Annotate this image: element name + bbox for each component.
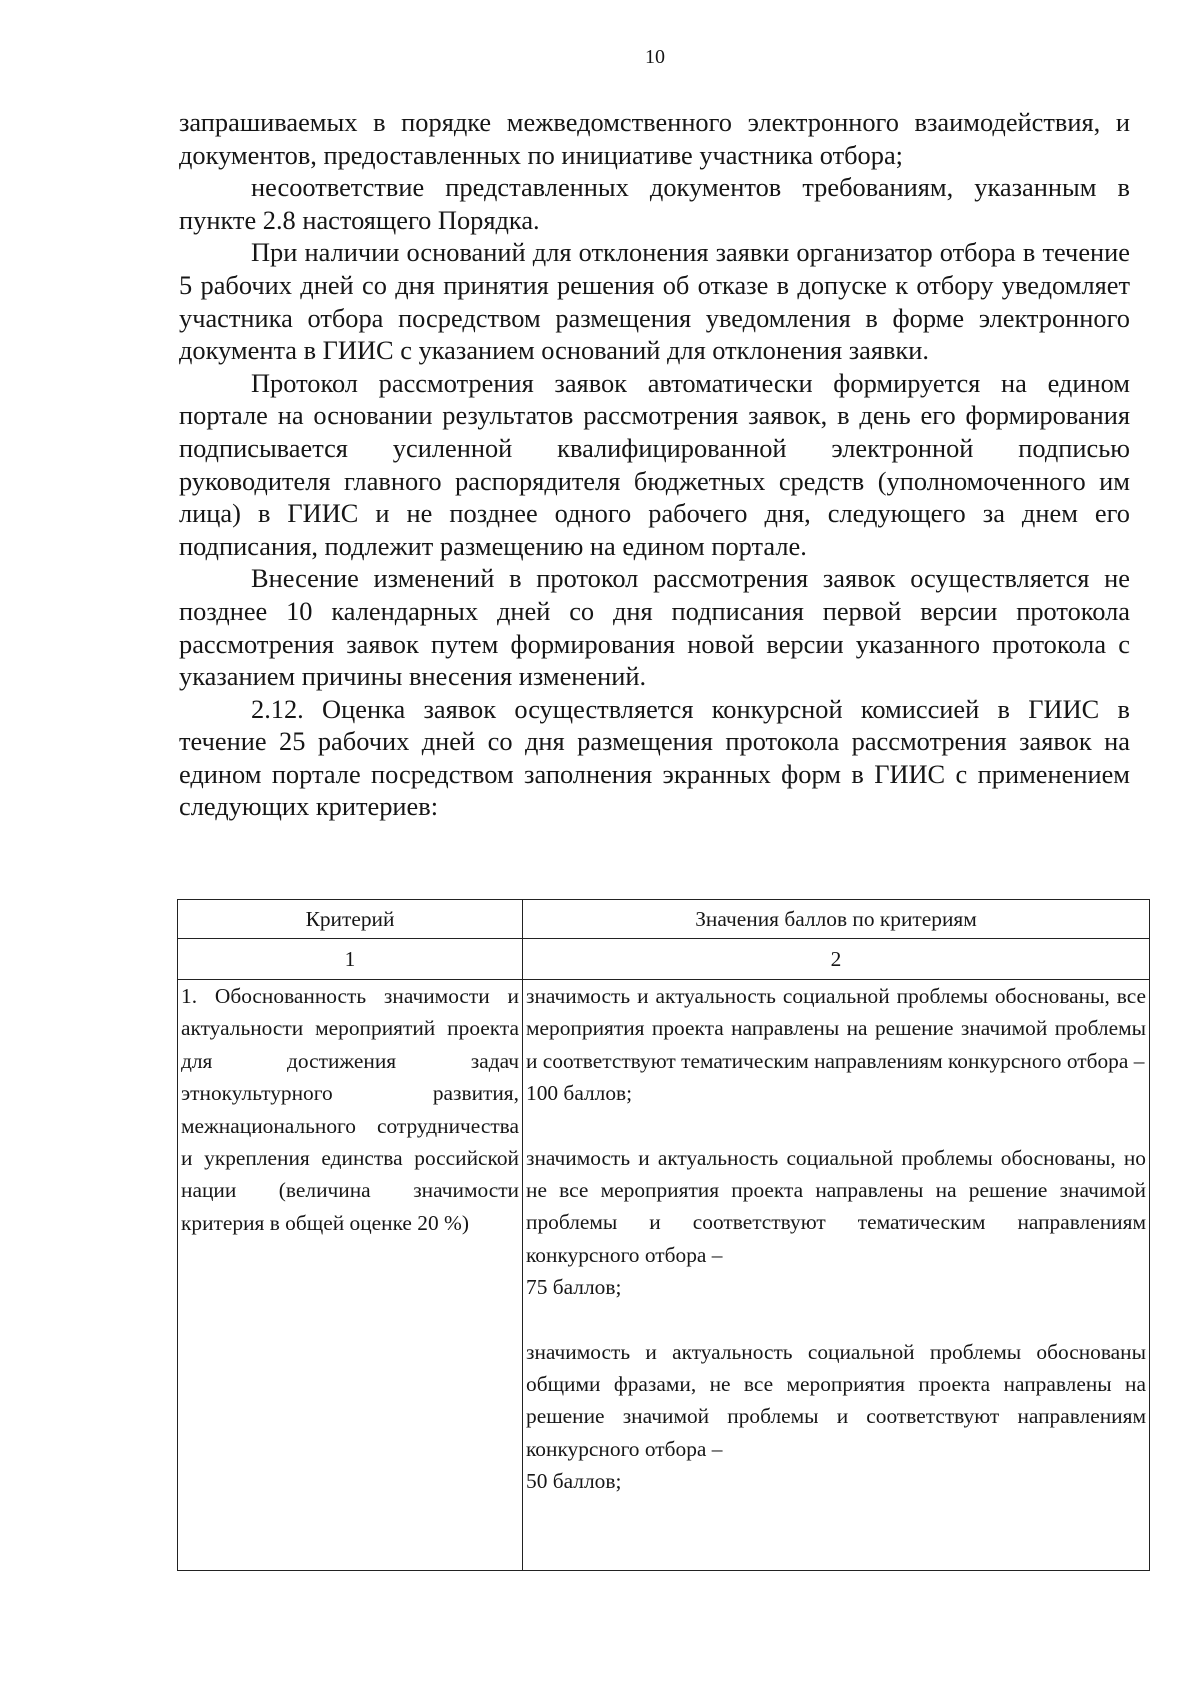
document-body <box>179 106 1130 823</box>
table-row <box>178 980 1150 1571</box>
paragraph: запрашиваемых в порядке межведомственного электронного взаимодействия, и документов, предоставленных по инициативе участника отбора; <box>179 107 1130 170</box>
column-number: 2 <box>523 939 1150 980</box>
criteria-table <box>177 899 1150 1571</box>
values-cell <box>523 980 1150 1571</box>
score-option <box>526 980 1146 1110</box>
paragraph: несоответствие представленных документов требованиям, указанным в пункте 2.8 настоящего Порядка. <box>179 172 1130 235</box>
score-description: значимость и актуальность социальной проблемы обоснованы, все мероприятия проекта направлены на решение значимой проблемы и соответствуют тематическим направлениям конкурсного отбора – <box>526 984 1146 1073</box>
score-option <box>526 1142 1146 1304</box>
column-number: 1 <box>178 939 523 980</box>
paragraph: 2.12. Оценка заявок осуществляется конкурсной комиссией в ГИИС в течение 25 рабочих дней со дня размещения протокола рассмотрения заявок на едином портале посредством заполнения экранных форм в ГИИС с применением следующих критериев: <box>179 693 1130 822</box>
score-value: 100 баллов; <box>526 1081 633 1106</box>
paragraph: Внесение изменений в протокол рассмотрения заявок осуществляется не позднее 10 календарных дней со дня подписания первой версии протокола рассмотрения заявок путем формирования новой версии указанного протокола с указанием причины внесения изменений. <box>179 563 1130 692</box>
page-number: 10 <box>645 46 665 68</box>
score-value: 75 баллов; <box>526 1275 622 1300</box>
paragraph: При наличии оснований для отклонения заявки организатор отбора в течение 5 рабочих дней со дня принятия решения об отказе в допуске к отбору уведомляет участника отбора посредством размещения уведомления в форме электронного документа в ГИИС с указанием оснований для отклонения заявки. <box>179 237 1130 366</box>
score-value: 50 баллов; <box>526 1469 622 1494</box>
score-option <box>526 1336 1146 1498</box>
table-header-row <box>178 900 1150 939</box>
paragraph: Протокол рассмотрения заявок автоматически формируется на едином портале на основании результатов рассмотрения заявок, в день его формирования подписывается усиленной квалифицированной электронной подписью руководителя главного распорядителя бюджетных средств (уполномоченного им лица) в ГИИС и не позднее одного рабочего дня, следующего за днем его подписания, подлежит размещению на едином портале. <box>179 367 1130 561</box>
column-header: Значения баллов по критериям <box>523 900 1150 939</box>
column-header: Критерий <box>178 900 523 939</box>
score-description: значимость и актуальность социальной проблемы обоснованы, но не все мероприятия проекта направлены на решение значимой проблемы и соответствуют тематическим направлениям конкурсного отбора – <box>526 1145 1146 1267</box>
score-description: значимость и актуальность социальной проблемы обоснованы общими фразами, не все мероприятия проекта направлены на решение значимой проблемы и соответствуют направлениям конкурсного отбора – <box>526 1339 1146 1461</box>
column-number-row <box>178 939 1150 980</box>
criterion-cell: 1. Обоснованность значимости и актуальности мероприятий проекта для достижения задач этнокультурного развития, межнационального сотрудничества и укрепления единства российской нации (величина значимости критерия в общей оценке 20 %) <box>178 980 523 1571</box>
